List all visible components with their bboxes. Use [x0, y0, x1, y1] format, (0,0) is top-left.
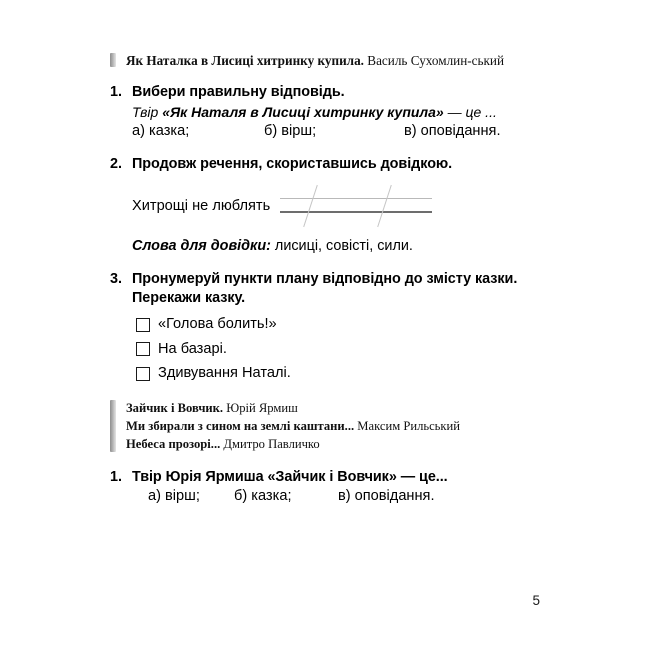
task-1-options — [110, 122, 560, 141]
source-heading-block-1 — [110, 52, 560, 69]
source-title: Як Наталка в Лисиці хитринку купила. — [126, 53, 364, 68]
task-1-prompt — [110, 103, 560, 121]
task-4-number: 1. — [110, 468, 122, 485]
task-3-heading — [110, 270, 560, 307]
task-1-option-a[interactable]: а) казка; — [132, 123, 190, 140]
list-item[interactable] — [136, 341, 560, 359]
task-1-option-v[interactable]: в) оповідання. — [404, 123, 501, 140]
writing-slant-guide-2 — [377, 185, 392, 227]
source-heading-block-2 — [110, 399, 560, 454]
source-line — [126, 417, 560, 435]
source-title: Зайчик і Вовчик. — [126, 400, 224, 415]
task-4-option-v[interactable]: в) оповідання. — [338, 488, 435, 505]
checkbox-icon[interactable] — [136, 367, 150, 381]
source-title: Ми збирали з сином на землі каштани... — [126, 418, 355, 433]
task-2-hint — [110, 237, 560, 256]
task-1-option-b[interactable]: б) вірш; — [264, 123, 317, 140]
task-1-prompt-title: «Як Наталя в Лисиці хитринку купила» — [162, 103, 444, 120]
task-1 — [110, 83, 560, 141]
task-2-answer-writing-area[interactable] — [280, 184, 432, 228]
page-number: 5 — [532, 593, 540, 608]
task-2-hint-words: лисиці, совісті, сили. — [270, 238, 413, 255]
task-2 — [110, 155, 560, 256]
task-2-number: 2. — [110, 156, 122, 173]
source-line — [126, 435, 560, 453]
source-accent-bar — [110, 400, 116, 452]
task-1-number: 1. — [110, 84, 122, 101]
task-2-fill-row — [110, 189, 560, 223]
task-1-heading — [110, 83, 560, 101]
plan-item-label: «Голова болить!» — [158, 316, 277, 333]
source-author: Дмитро Павличко — [223, 437, 320, 452]
task-3-plan-list — [110, 316, 560, 383]
source-line — [126, 399, 560, 417]
checkbox-icon[interactable] — [136, 318, 150, 332]
task-4-option-b[interactable]: б) казка; — [234, 488, 292, 505]
task-1-heading-text: Вибери правильну відповідь. — [132, 84, 345, 101]
task-4-heading-text: Твір Юрія Ярмиша «Зайчик і Вовчик» — це... — [132, 468, 448, 485]
list-item[interactable] — [136, 365, 560, 383]
checkbox-icon[interactable] — [136, 342, 150, 356]
task-4-heading — [110, 468, 560, 486]
source-accent-bar — [110, 53, 116, 67]
task-4-options — [110, 487, 560, 506]
task-1-prompt-suffix: — це ... — [443, 103, 497, 120]
writing-slant-guide-1 — [303, 185, 318, 227]
task-4-option-a[interactable]: а) вірш; — [148, 488, 200, 505]
task-3-heading-text: Пронумеруй пункти плану відповідно до змісту казки. Перекажи казку. — [132, 271, 518, 306]
source-line — [126, 52, 560, 69]
source-author: Василь Сухомлин-ський — [367, 53, 505, 68]
source-author: Юрій Ярмиш — [226, 400, 298, 415]
source-title: Небеса прозорі... — [126, 437, 221, 452]
list-item[interactable] — [136, 316, 560, 334]
task-4 — [110, 468, 560, 506]
writing-guide-line-top — [280, 198, 432, 199]
task-2-heading-text: Продовж речення, скориставшись довідкою. — [132, 156, 453, 173]
writing-baseline — [280, 211, 432, 212]
task-3-number: 3. — [110, 271, 122, 288]
task-2-hint-label: Слова для довідки: — [132, 238, 271, 255]
page-content — [110, 52, 560, 506]
plan-item-label: Здивування Наталі. — [158, 365, 291, 382]
task-2-heading — [110, 155, 560, 173]
task-2-sentence-stem: Хитрощі не люблять — [132, 198, 271, 215]
task-1-prompt-prefix: Твір — [132, 103, 163, 120]
source-author: Максим Рильський — [357, 418, 461, 433]
task-3 — [110, 270, 560, 382]
plan-item-label: На базарі. — [158, 340, 227, 357]
